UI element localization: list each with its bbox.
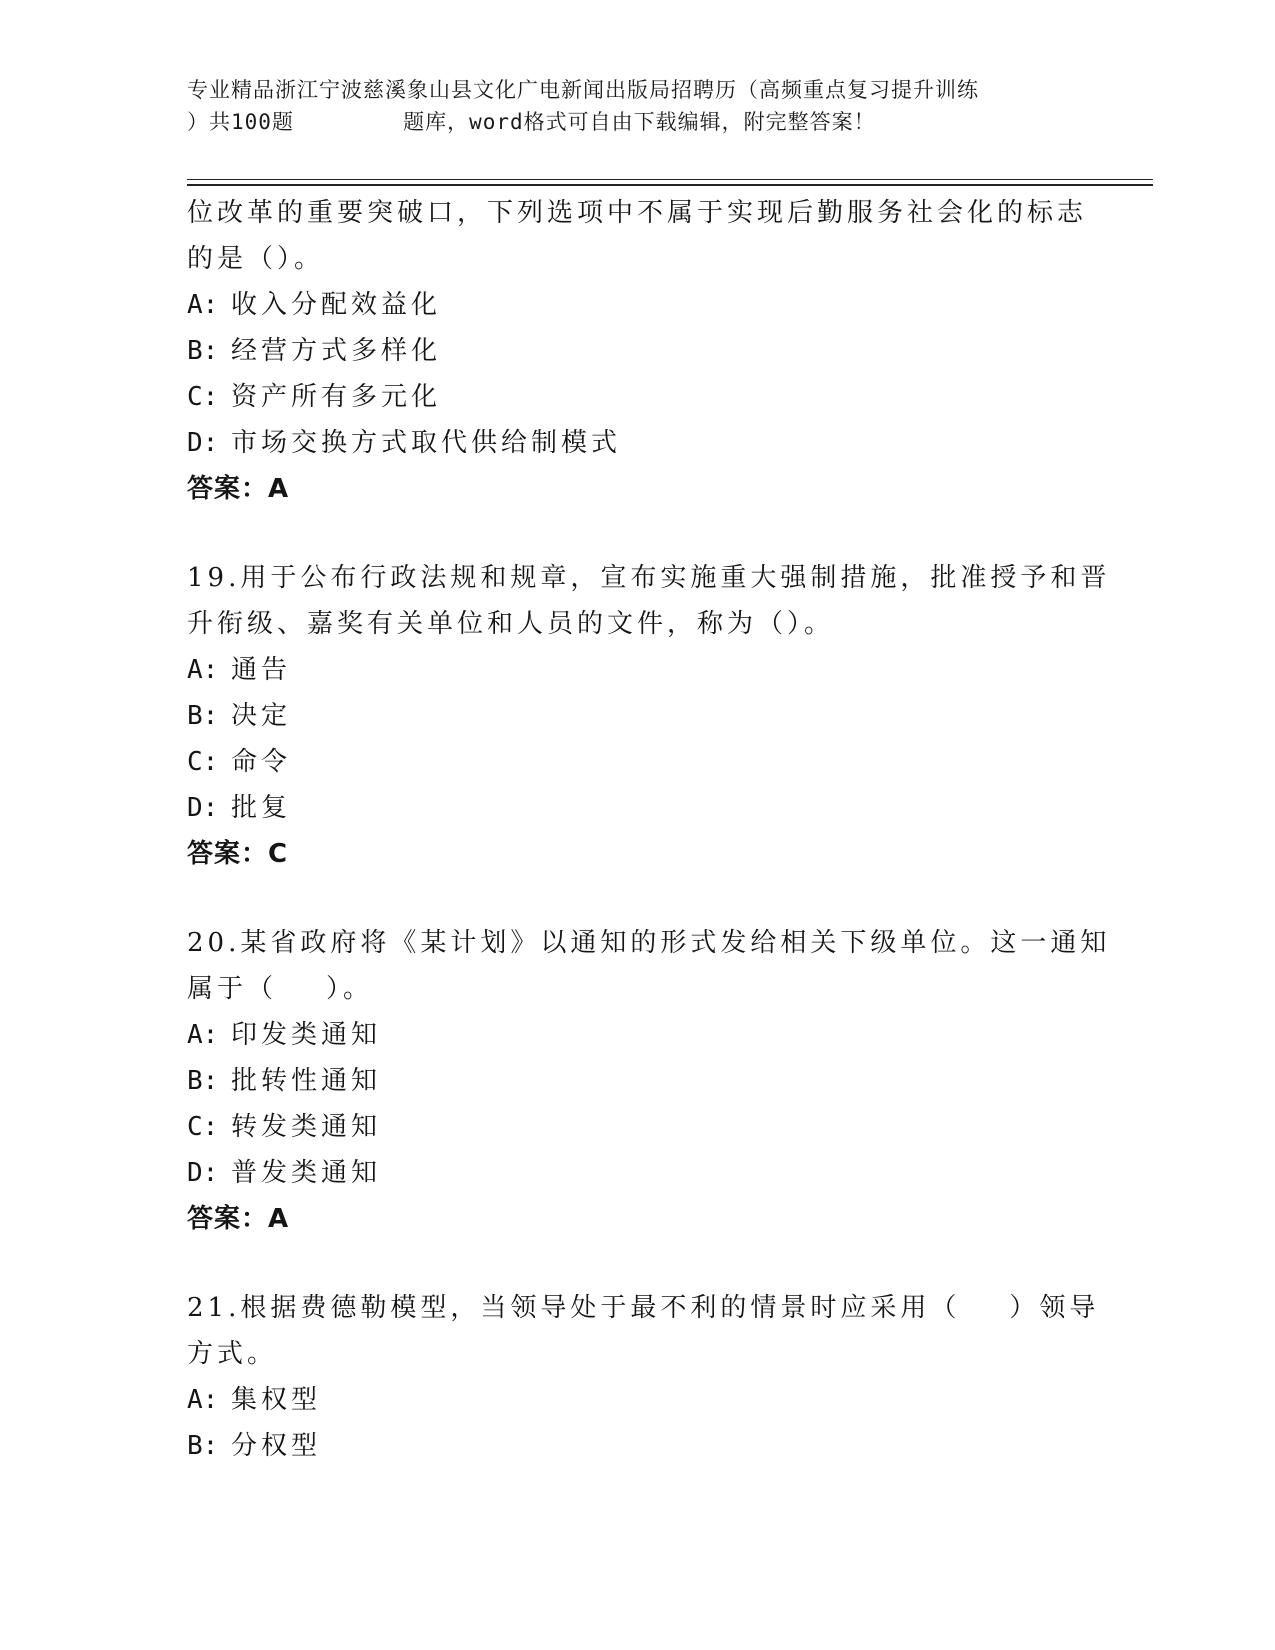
question-text: 方式。 xyxy=(187,1339,278,1369)
header-divider-thick xyxy=(187,184,1153,186)
option-b xyxy=(187,1058,1087,1104)
option-text: 集权型 xyxy=(231,1385,322,1415)
option-letter: A: xyxy=(187,290,219,320)
question-text: 的是（）。 xyxy=(187,244,325,274)
spacer xyxy=(187,1242,1087,1285)
option-text: 转发类通知 xyxy=(231,1112,382,1142)
header-divider-thin xyxy=(187,179,1153,180)
answer-line: 答案：A xyxy=(187,474,290,504)
question-text: 属于（ ）。 xyxy=(187,974,374,1004)
option-a xyxy=(187,1012,1087,1058)
option-c xyxy=(187,1104,1087,1150)
option-letter: D: xyxy=(187,428,219,458)
option-letter: D: xyxy=(187,1158,219,1188)
option-text: 通告 xyxy=(231,655,292,685)
option-letter: D: xyxy=(187,793,219,823)
question-20 xyxy=(187,920,1111,1242)
option-letter: B: xyxy=(187,336,219,366)
option-text: 收入分配效益化 xyxy=(231,290,442,320)
option-b xyxy=(187,1423,1087,1469)
option-letter: B: xyxy=(187,1431,219,1461)
question-text: 位改革的重要突破口，下列选项中不属于实现后勤服务社会化的标志 xyxy=(187,198,1088,228)
option-d xyxy=(187,785,1087,831)
question-text: 19.用于公布行政法规和规章，宣布实施重大强制措施，批准授予和晋 xyxy=(187,563,1111,593)
question-21 xyxy=(187,1285,1100,1469)
option-d xyxy=(187,420,1087,466)
option-letter: A: xyxy=(187,655,219,685)
question-text: 20.某省政府将《某计划》以通知的形式发给相关下级单位。这一通知 xyxy=(187,928,1111,958)
option-letter: A: xyxy=(187,1385,219,1415)
option-d xyxy=(187,1150,1087,1196)
option-letter: C: xyxy=(187,1112,219,1142)
option-text: 决定 xyxy=(231,701,292,731)
option-text: 印发类通知 xyxy=(231,1020,382,1050)
option-c xyxy=(187,739,1087,785)
question-text: 21.根据费德勒模型，当领导处于最不利的情景时应采用（ ）领导 xyxy=(187,1293,1100,1323)
spacer xyxy=(187,512,1087,555)
question-text: 升衔级、嘉奖有关单位和人员的文件，称为（）。 xyxy=(187,609,835,639)
answer-line: 答案：A xyxy=(187,1204,290,1234)
option-text: 资产所有多元化 xyxy=(231,382,442,412)
option-text: 经营方式多样化 xyxy=(231,336,442,366)
header-line-1: 专业精品浙江宁波慈溪象山县文化广电新闻出版局招聘历（高频重点复习提升训练 xyxy=(187,78,979,102)
option-a xyxy=(187,282,1087,328)
option-c xyxy=(187,374,1087,420)
option-text: 批转性通知 xyxy=(231,1066,382,1096)
page-header xyxy=(187,74,1087,138)
option-text: 批复 xyxy=(231,793,292,823)
option-a xyxy=(187,647,1087,693)
option-b xyxy=(187,693,1087,739)
spacer xyxy=(187,877,1087,920)
option-letter: A: xyxy=(187,1020,219,1050)
option-letter: B: xyxy=(187,701,219,731)
header-line-2: ）共100题 题库，word格式可自由下载编辑，附完整答案！ xyxy=(187,110,876,134)
option-text: 命令 xyxy=(231,747,292,777)
option-text: 市场交换方式取代供给制模式 xyxy=(231,428,622,458)
option-text: 普发类通知 xyxy=(231,1158,382,1188)
option-text: 分权型 xyxy=(231,1431,322,1461)
option-letter: B: xyxy=(187,1066,219,1096)
question-18 xyxy=(187,190,1087,512)
option-b xyxy=(187,328,1087,374)
answer-line: 答案：C xyxy=(187,839,289,869)
question-list xyxy=(187,190,1111,1469)
option-a xyxy=(187,1377,1087,1423)
question-19 xyxy=(187,555,1111,877)
option-letter: C: xyxy=(187,747,219,777)
option-letter: C: xyxy=(187,382,219,412)
